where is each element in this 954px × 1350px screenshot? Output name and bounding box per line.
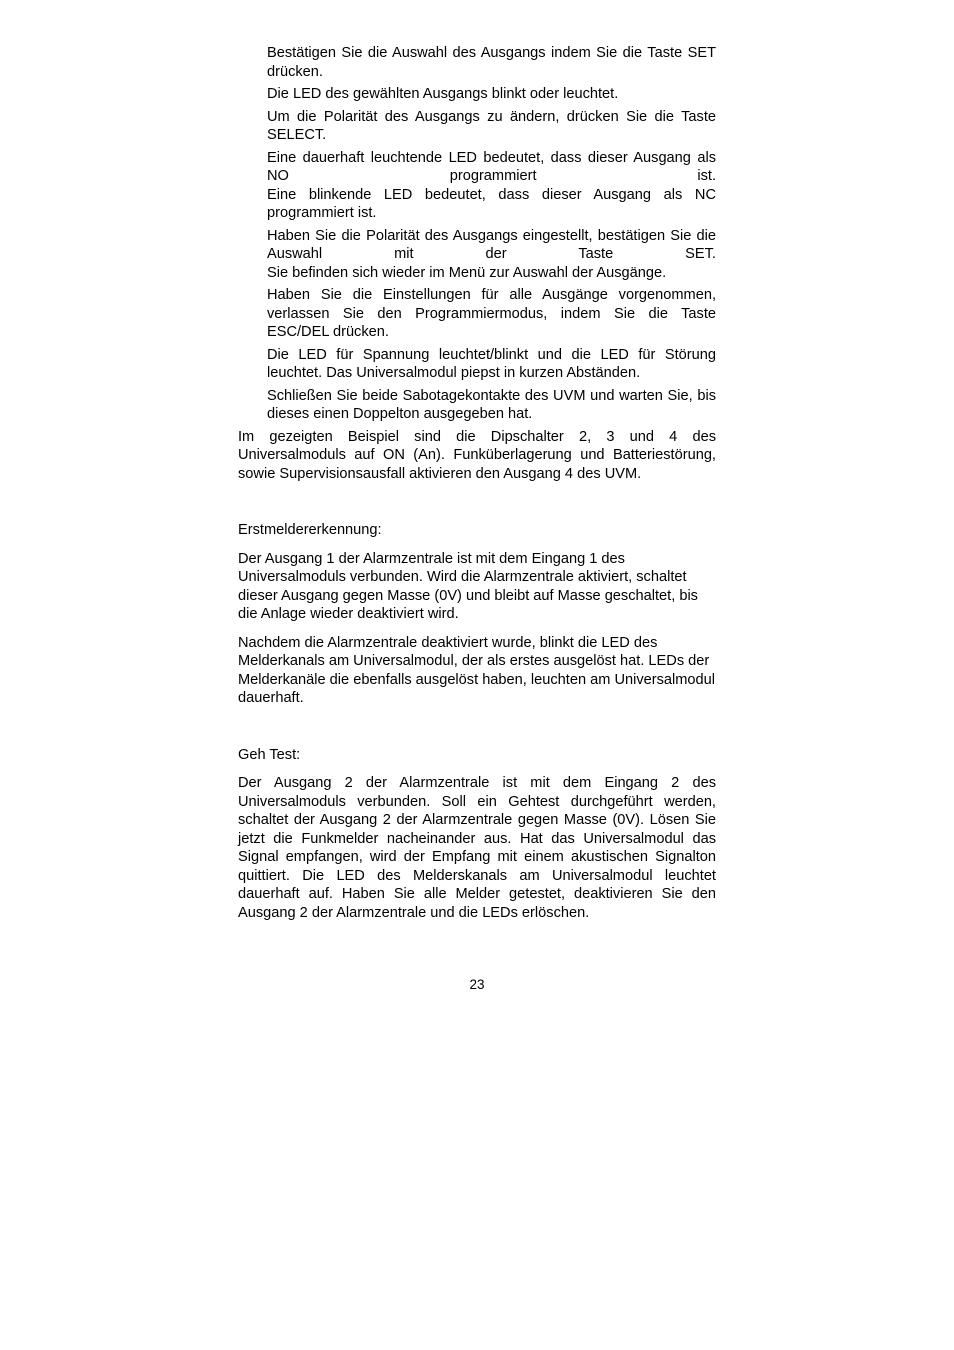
step-led-power-fault: Die LED für Spannung leuchtet/blinkt und die LED für Störung leuchtet. Das Universalmodul piepst in kurzen Abständen. — [267, 346, 716, 381]
step-exit-programming: Haben Sie die Einstellungen für alle Ausgänge vorgenommen, verlassen Sie den Programmiermodus, indem Sie die Taste ESC/DEL drücken. — [267, 287, 716, 340]
erstmelder-paragraph-2: Nachdem die Alarmzentrale deaktiviert wurde, blinkt die LED des Melderkanals am Universalmodul, der als erstes ausgelöst hat. LEDs der Melderkanäle die ebenfalls ausgelöst haben, leuchten am Universalmodul dauerhaft. — [238, 634, 716, 706]
page-content — [238, 44, 716, 932]
step-confirm-polarity — [267, 227, 716, 283]
step-led-status: Die LED des gewählten Ausgangs blinkt oder leuchtet. — [267, 86, 619, 102]
section-heading-erstmelder: Erstmeldererkennung: — [238, 522, 382, 538]
step-led-nc: Eine blinkende LED bedeutet, dass dieser Ausgang als NC programmiert ist. — [267, 186, 716, 221]
section-heading-gehtest: Geh Test: — [238, 746, 301, 763]
example-paragraph: Im gezeigten Beispiel sind die Dipschalter 2, 3 und 4 des Universalmoduls auf ON (An). Funküberlagerung und Batteriestörung, sowie Supervisionsausfall aktivieren den Ausgang 4 des UVM. — [238, 428, 716, 482]
step-change-polarity: Um die Polarität des Ausgangs zu ändern, drücken Sie die Taste SELECT. — [267, 108, 716, 143]
step-confirm-output: Bestätigen Sie die Auswahl des Ausgangs indem Sie die Taste SET drücken. — [267, 45, 716, 80]
page-number: 23 — [469, 977, 485, 992]
step-led-meaning — [267, 149, 716, 223]
gehtest-paragraph: Der Ausgang 2 der Alarmzentrale ist mit dem Eingang 2 des Universalmoduls verbunden. Soll ein Gehtest durchgeführt werden, schaltet der Ausgang 2 der Alarmzentrale gegen Masse (0V). Lösen Sie jetzt die Funkmelder nacheinander aus. Hat das Universalmodul das Signal empfangen, wird der Empfang mit einem akustischen Signalton quittiert. Die LED des Melderskanals am Universalmodul leuchtet dauerhaft auf. Haben Sie alle Melder getestet, deaktivieren Sie den Ausgang 2 der Alarmzentrale und die LEDs erlöschen. — [238, 775, 716, 921]
erstmelder-paragraph-1: Der Ausgang 1 der Alarmzentrale ist mit dem Eingang 1 des Universalmoduls verbunden. Wird die Alarmzentrale aktiviert, schaltet dieser Ausgang gegen Masse (0V) und bleibt auf Masse geschaltet, bis die Anlage wieder deaktiviert wird. — [238, 550, 698, 622]
step-confirm-polarity-text: Haben Sie die Polarität des Ausgangs eingestellt, bestätigen Sie die Auswahl mit der Taste SET. — [267, 227, 716, 262]
step-led-no: Eine dauerhaft leuchtende LED bedeutet, dass dieser Ausgang als NO programmiert ist. — [267, 149, 716, 184]
step-close-tamper: Schließen Sie beide Sabotagekontakte des UVM und warten Sie, bis dieses einen Doppelton ausgegeben hat. — [267, 387, 716, 422]
instruction-steps — [238, 44, 716, 424]
step-back-to-menu: Sie befinden sich wieder im Menü zur Auswahl der Ausgänge. — [267, 264, 667, 281]
